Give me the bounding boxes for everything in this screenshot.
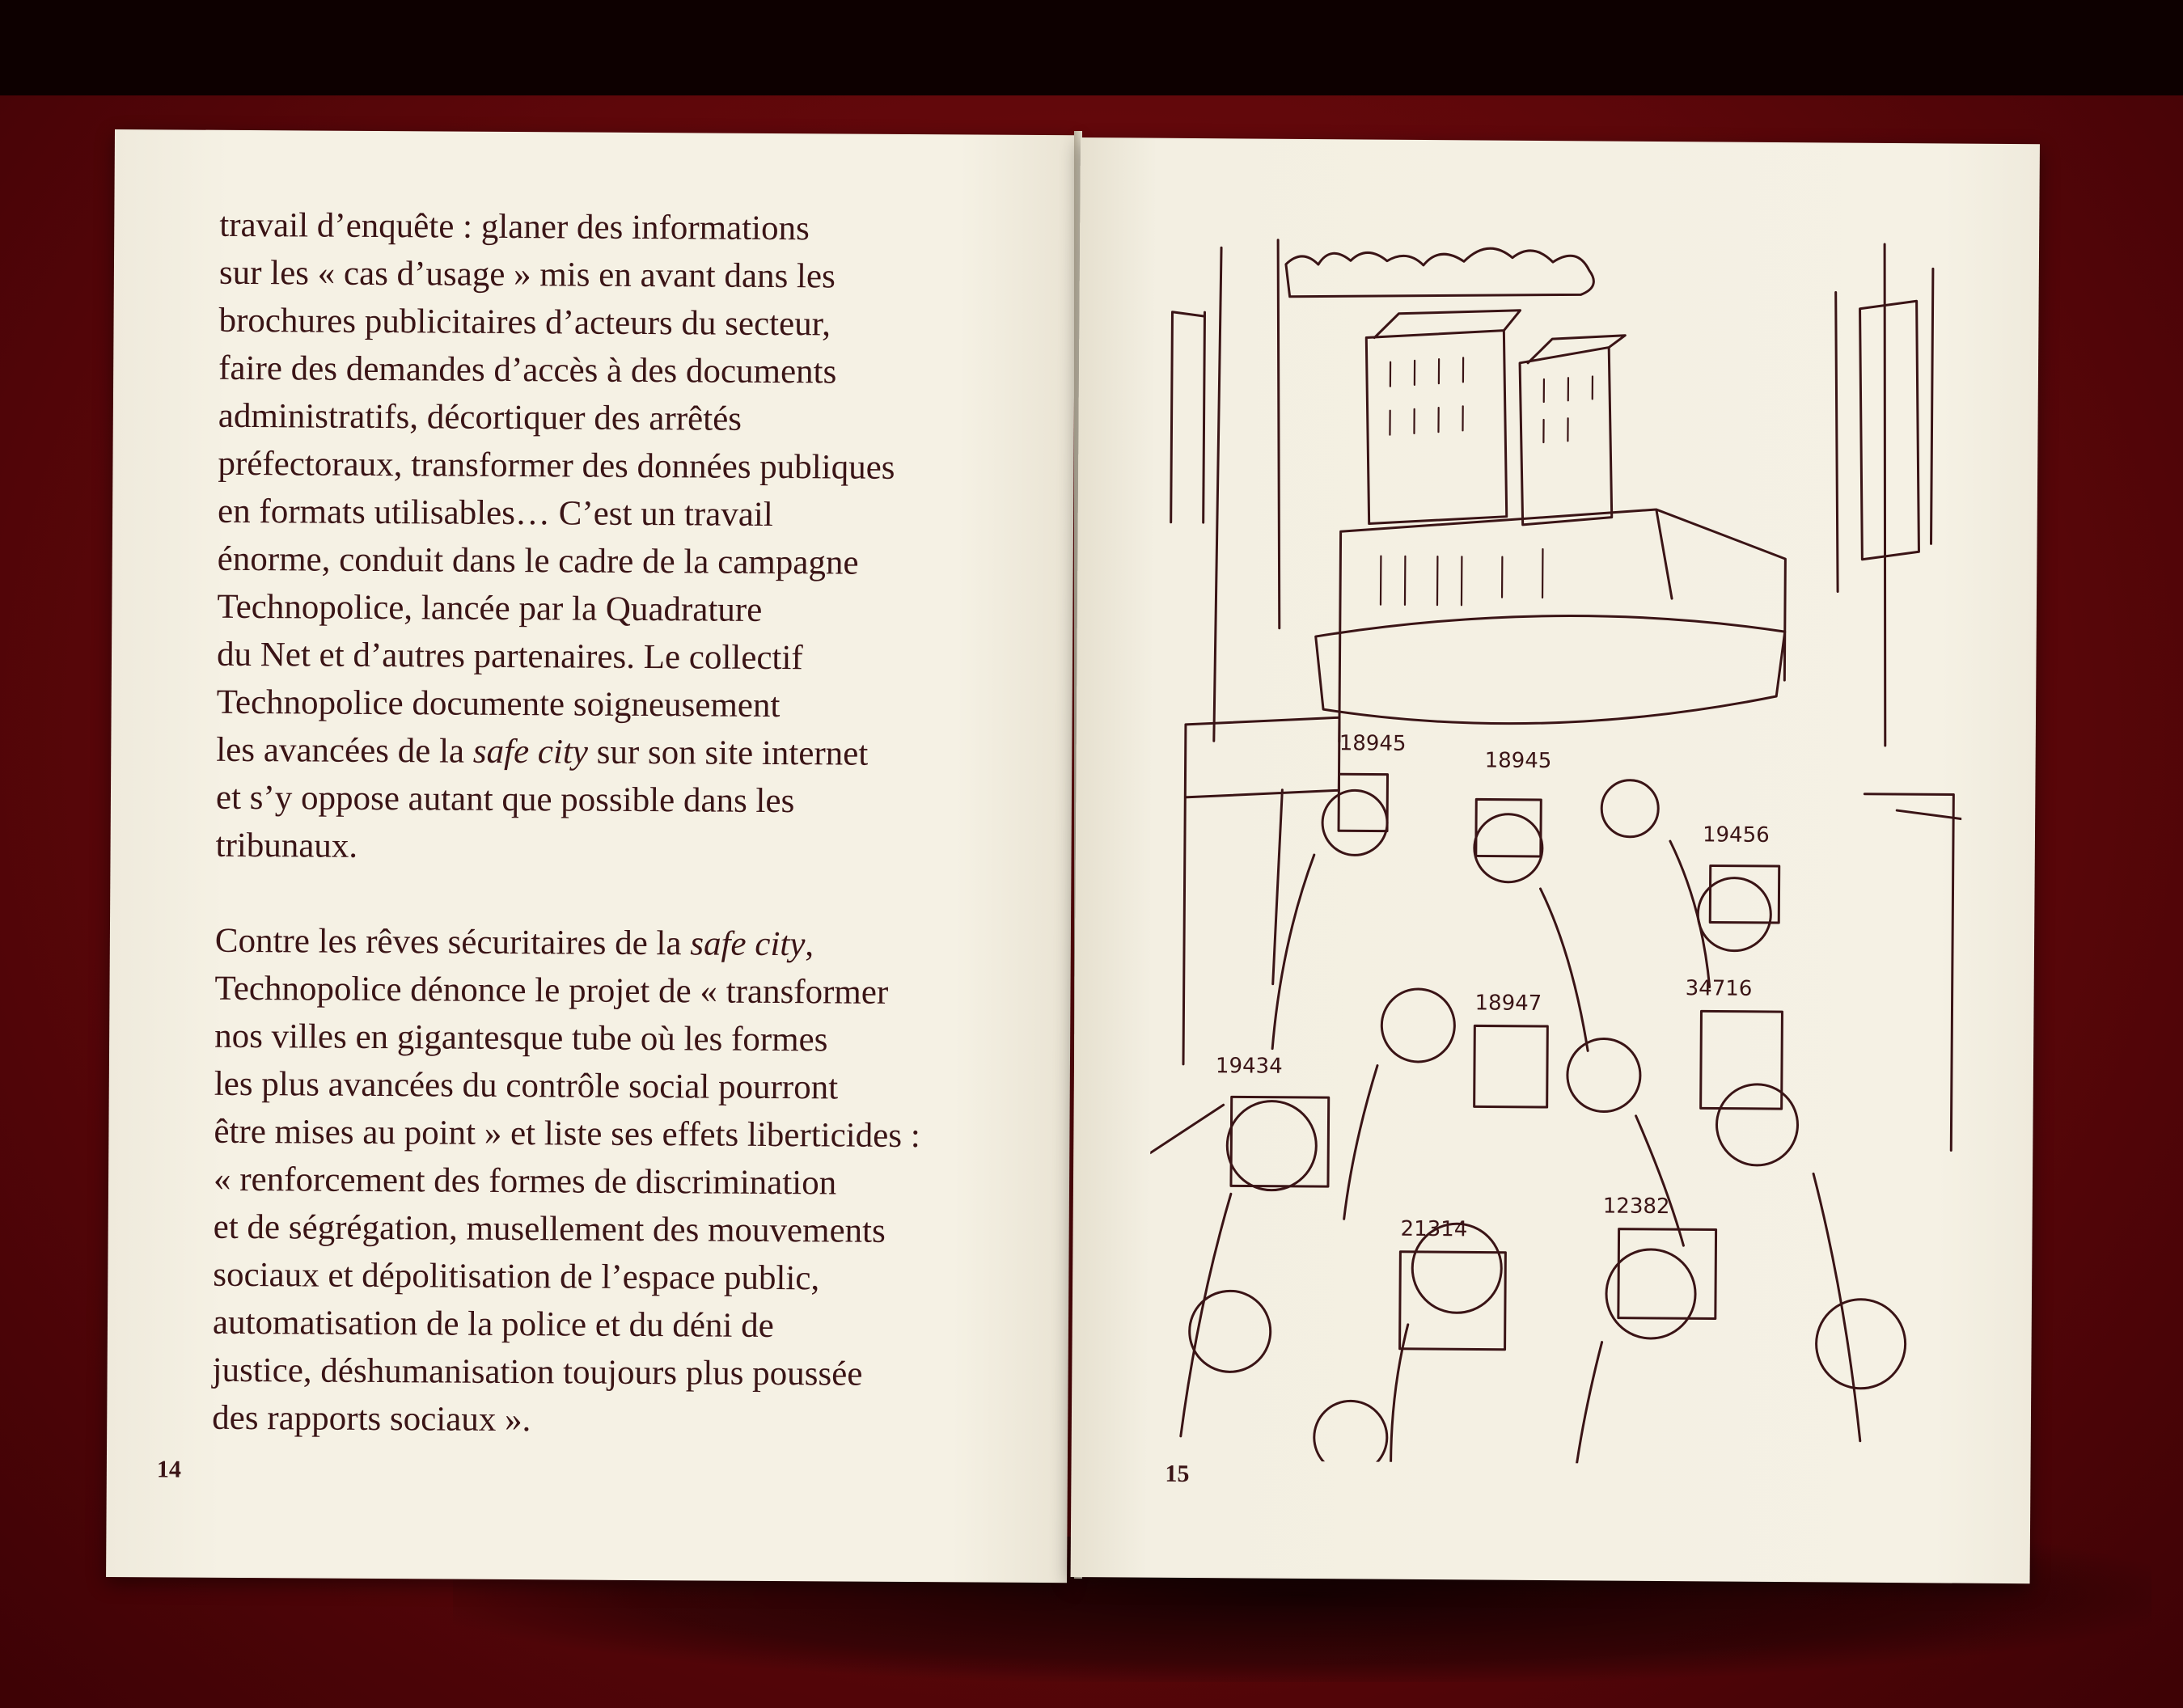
text-line: et de ségrégation, musellement des mouvements (213, 1207, 886, 1250)
protest-banner (1315, 614, 1785, 725)
page-number: 15 (1165, 1460, 1190, 1487)
text-line: des rapports sociaux ». (212, 1398, 531, 1440)
left-page (106, 129, 1076, 1583)
text-line: nos villes en gigantesque tube où les formes (214, 1017, 828, 1059)
shop-awning (1183, 717, 1339, 1065)
italic-term: safe city (690, 924, 806, 964)
text-line: préfectoraux, transformer des données publiques (218, 444, 895, 487)
text-line: faire des demandes d’accès à des documents (218, 349, 837, 391)
tag-number: 18945 (1339, 731, 1407, 756)
building-outline (1858, 301, 1920, 560)
text-line: Technopolice dénonce le projet de « transformer (214, 969, 889, 1012)
italic-term: safe city (472, 732, 589, 772)
text-line (216, 726, 960, 779)
text-line: être mises au point » et liste ses effets liberticides : (214, 1112, 920, 1156)
window-marks (1381, 548, 1542, 606)
tag-number: 34716 (1685, 976, 1753, 1001)
text-line: travail d’enquête : glaner des informations (219, 205, 810, 248)
text-line: les plus avancées du contrôle social pourront (214, 1064, 839, 1107)
building-outline (1519, 335, 1626, 526)
paragraph-gap (215, 869, 959, 922)
right-page (1071, 137, 2040, 1583)
text-line: Technopolice documente soigneusement (216, 683, 781, 725)
left-page-body-text (212, 201, 963, 1447)
text-line: sur les « cas d’usage » mis en avant dans les (218, 253, 836, 296)
building-outline (1365, 309, 1521, 524)
cloud-shape (1286, 247, 1594, 298)
building-outline (1170, 239, 1282, 742)
text-line: du Net et d’autres partenaires. Le collectif (216, 635, 803, 678)
text-run: les avancées de la (216, 730, 473, 771)
text-line: en formats utilisables… C’est un travail (217, 492, 773, 534)
text-run: Contre les rêves sécuritaires de la (214, 921, 691, 963)
crowd-figures (1180, 777, 1909, 1466)
text-line: « renforcement des formes de discrimination (213, 1160, 837, 1203)
text-line (215, 917, 959, 970)
text-run: sur son site internet (587, 733, 869, 773)
crowd-street-illustration (1149, 175, 1966, 1466)
window-marks (1390, 357, 1593, 443)
tag-number: 19456 (1702, 822, 1770, 848)
text-line: automatisation de la police et du déni de (212, 1303, 774, 1346)
tag-number: 18947 (1474, 991, 1542, 1017)
text-line: administratifs, décortiquer des arrêtés (218, 396, 742, 438)
text-line: justice, déshumanisation toujours plus poussée (212, 1351, 863, 1393)
page-number: 14 (156, 1456, 181, 1483)
building-outline (1339, 507, 1786, 745)
text-run: , (805, 925, 814, 964)
text-line: énorme, conduit dans le cadre de la campagne (217, 539, 859, 582)
text-line: sociaux et dépolitisation de l’espace public, (213, 1255, 820, 1298)
dark-backdrop-band (0, 0, 2183, 101)
street-line (1150, 789, 1961, 1159)
tag-number: 21314 (1400, 1216, 1468, 1242)
tag-number: 18945 (1484, 748, 1552, 774)
text-line: tribunaux. (215, 826, 358, 865)
text-line: et s’y oppose autant que possible dans les (215, 778, 795, 821)
tag-number: 12382 (1602, 1194, 1670, 1220)
illustration-drawing (1149, 175, 1966, 1466)
text-line: brochures publicitaires d’acteurs du secteur, (218, 301, 831, 344)
text-line: Technopolice, lancée par la Quadrature (217, 587, 763, 629)
tag-number: 19434 (1215, 1054, 1283, 1079)
